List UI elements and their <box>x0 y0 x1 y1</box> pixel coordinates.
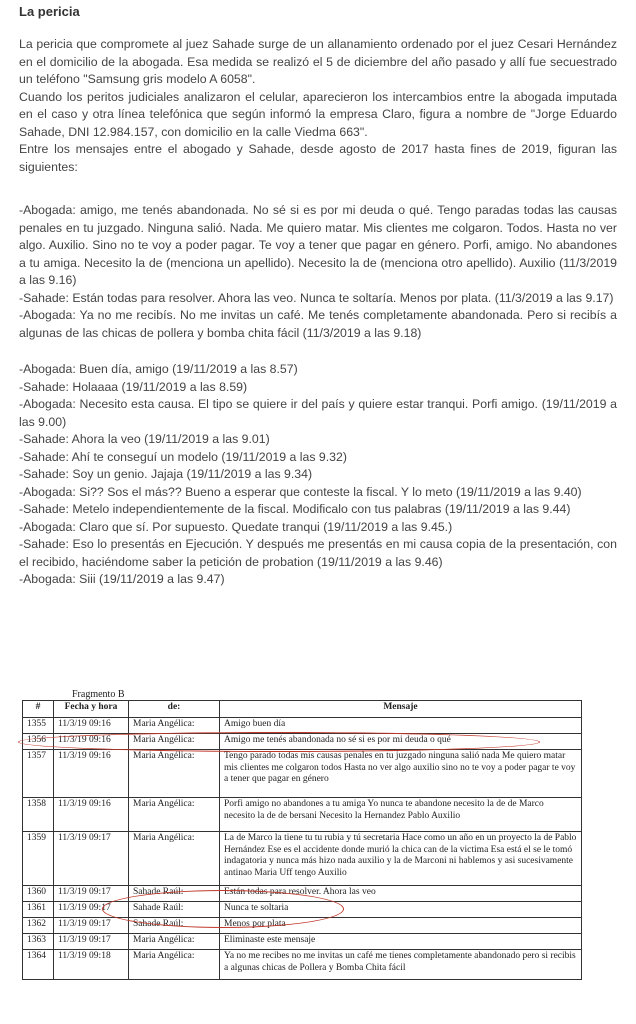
cell-date: 11/3/19 09:17 <box>54 902 129 918</box>
table-row <box>23 918 582 934</box>
cell-from: Sahade Raúl: <box>129 918 220 934</box>
message-line: -Sahade: Eso lo presentás en Ejecución. Y después me presentás en mi causa copia de la presentación, con el recibido, haciéndome saber la petición de probation (19/11/2019 a las 9.46) <box>19 537 617 569</box>
cell-date: 11/3/19 09:16 <box>54 718 129 734</box>
cell-message: Porfi amigo no abandones a tu amiga Yo nunca te abandone necesito la de de Marco necesito la de de bersani Necesito la Hernandez Pablo Auxilio <box>220 798 582 832</box>
cell-number: 1361 <box>23 902 54 918</box>
message-line: -Sahade: Metelo independientemente de la fiscal. Modificalo con tus palabras (19/11/2019 a las 9.44) <box>19 502 571 516</box>
cell-message: Amigo me tenés abandonada no sé si es por mi deuda o qué <box>220 734 582 750</box>
cell-date: 11/3/19 09:16 <box>54 750 129 798</box>
cell-from: Maria Angélica: <box>129 750 220 798</box>
cell-message: Tengo parado todas mis causas penales en tu juzgado ninguna salió nada Me quiero matar mis clientes me colgaron todos Hasta no ver algo auxilio sino no te voy a poder pagar te voy a tener que pagar en género <box>220 750 582 798</box>
cell-number: 1357 <box>23 750 54 798</box>
header-from: de: <box>129 701 220 718</box>
cell-number: 1359 <box>23 832 54 886</box>
cell-message: Menos por plata <box>220 918 582 934</box>
message-line: -Abogada: Necesito esta causa. El tipo se quiere ir del país y quiere estar tranqui. Porfi amigo. (19/11/2019 a las 9.00) <box>19 397 617 429</box>
cell-date: 11/3/19 09:16 <box>54 734 129 750</box>
cell-from: Sahade Raúl: <box>129 902 220 918</box>
cell-date: 11/3/19 09:17 <box>54 918 129 934</box>
table-row <box>23 750 582 798</box>
header-date: Fecha y hora <box>54 701 129 718</box>
cell-from: Maria Angélica: <box>129 832 220 886</box>
message-line: -Abogada: Buen día, amigo (19/11/2019 a las 8.57) <box>19 362 298 376</box>
cell-date: 11/3/19 09:16 <box>54 798 129 832</box>
fragment-label: Fragmento B <box>72 689 125 700</box>
message-line: -Sahade: Ahí te conseguí un modelo (19/11/2019 a las 9.32) <box>19 449 347 464</box>
table-row <box>23 798 582 832</box>
message-line: -Abogada: Siii (19/11/2019 a las 9.47) <box>19 572 225 586</box>
cell-from: Maria Angélica: <box>129 734 220 750</box>
table-row <box>23 902 582 918</box>
cell-number: 1356 <box>23 734 54 750</box>
table-row <box>23 734 582 750</box>
cell-date: 11/3/19 09:17 <box>54 934 129 950</box>
cell-from: Maria Angélica: <box>129 950 220 980</box>
cell-from: Maria Angélica: <box>129 718 220 734</box>
cell-message: La de Marco la tiene tu tu rubia y tú secretaria Hace como un año en un proyecto la de Pablo Hernández Ese es el accidente donde murió la chica can de la victima Esa está el se le tomó indagatoria y nunca más hizo nada auxilio y la de Marconi ni hablemos y asi sucesivamente antinao Maria Uff tengo Auxilio <box>220 832 582 886</box>
message-line: -Abogada: Ya no me recibís. No me invitas un café. Me tenés completamente abandonada. Pero si recibís a algunas de las chicas de pollera y bomba chita fácil (11/3/2019 a las 9.18) <box>19 308 617 340</box>
message-line: -Sahade: Soy un genio. Jajaja (19/11/2019 a las 9.34) <box>19 467 313 481</box>
cell-date: 11/3/19 09:17 <box>54 886 129 902</box>
chat-log-table <box>22 700 582 980</box>
cell-from: Sahade Raúl: <box>129 886 220 902</box>
messages-march <box>19 202 617 342</box>
cell-message: Amigo buen día <box>220 718 582 734</box>
cell-number: 1355 <box>23 718 54 734</box>
header-message: Mensaje <box>220 701 582 718</box>
messages-november <box>19 361 617 589</box>
cell-number: 1362 <box>23 918 54 934</box>
message-line: -Sahade: Están todas para resolver. Ahora las veo. Nunca te soltaría. Menos por plata. (11/3/2019 a las 9.17) <box>19 290 614 305</box>
intro-paragraph: Entre los mensajes entre el abogado y Sahade, desde agosto de 2017 hasta fines de 2019, figuran las siguientes: <box>19 142 617 174</box>
intro-text <box>19 36 617 176</box>
header-number: # <box>23 701 54 718</box>
message-line: -Abogada: Claro que sí. Por supuesto. Quedate tranqui (19/11/2019 a las 9.45.) <box>19 519 453 534</box>
cell-message: Nunca te soltaria <box>220 902 582 918</box>
cell-number: 1364 <box>23 950 54 980</box>
message-line: -Abogada: amigo, me tenés abandonada. No sé si es por mi deuda o qué. Tengo paradas todas las causas penales en tu juzgado. Ninguna salió. Nada. Me quiero matar. Mis clientes me colgaron. Todos. Hasta no ver algo. Auxilio. Sino no te voy a poder pagar. Te voy a tener que pagar en género. Porfi, amigo. No abandones a tu amiga. Necesito la de (menciona un apellido). Necesito la de (menciona otro apellido). Auxilio (11/3/2019 a las 9.16) <box>19 203 617 287</box>
intro-paragraph: Cuando los peritos judiciales analizaron el celular, aparecieron los intercambios entre la abogada imputada en el caso y otra línea telefónica que según informó la empresa Claro, figura a nombre de "Jorge Eduardo Sahade, DNI 12.984.157, con domicilio en la calle Viedma 663". <box>19 89 617 139</box>
cell-message: Eliminaste este mensaje <box>220 934 582 950</box>
cell-message: Están todas para resolver. Ahora las veo <box>220 886 582 902</box>
table-row <box>23 950 582 980</box>
table-row <box>23 934 582 950</box>
section-title: La pericia <box>19 4 80 19</box>
table-row <box>23 886 582 902</box>
cell-from: Maria Angélica: <box>129 798 220 832</box>
cell-number: 1360 <box>23 886 54 902</box>
table-row <box>23 718 582 734</box>
cell-number: 1358 <box>23 798 54 832</box>
cell-date: 11/3/19 09:18 <box>54 950 129 980</box>
table-row <box>23 832 582 886</box>
message-line: -Sahade: Holaaaa (19/11/2019 a las 8.59) <box>19 379 248 394</box>
cell-from: Maria Angélica: <box>129 934 220 950</box>
message-line: -Sahade: Ahora la veo (19/11/2019 a las 9.01) <box>19 432 270 446</box>
cell-date: 11/3/19 09:17 <box>54 832 129 886</box>
table-header-row <box>23 701 582 718</box>
cell-message: Ya no me recibes no me invitas un café me tienes completamente abandonado pero si recibis a algunas chicas de Pollera y Bomba Chita fácil <box>220 950 582 980</box>
cell-number: 1363 <box>23 934 54 950</box>
intro-paragraph: La pericia que compromete al juez Sahade surge de un allanamiento ordenado por el juez Cesari Hernández en el domicilio de la abogada. Esa medida se realizó el 5 de diciembre del año pasado y allí fue secuestrado un teléfono "Samsung gris modelo A 6058". <box>19 37 617 86</box>
message-line: -Abogada: Si?? Sos el más?? Bueno a esperar que conteste la fiscal. Y lo meto (19/11/2019 a las 9.40) <box>19 484 582 499</box>
